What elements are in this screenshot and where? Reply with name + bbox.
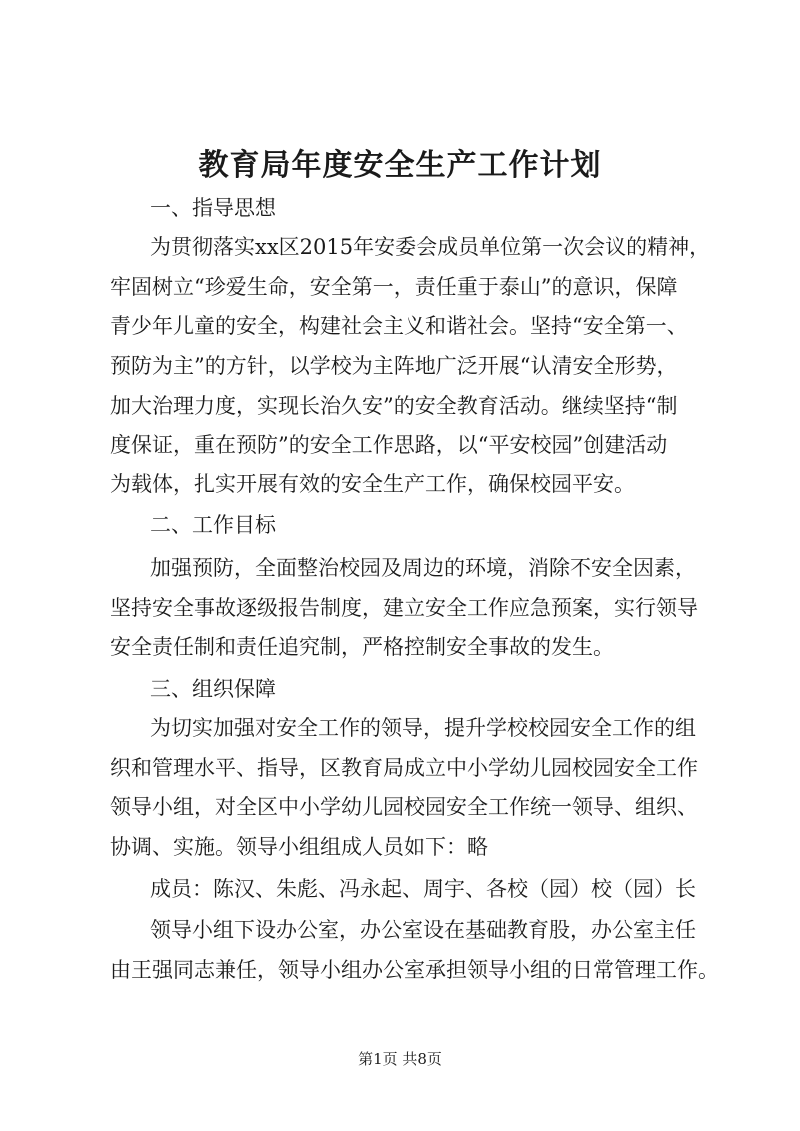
paragraph-line: 领导小组，对全区中小学幼儿园校园安全工作统一领导、组织、 — [110, 795, 698, 819]
section-heading-3: 三、组织保障 — [150, 677, 276, 701]
paragraph-line: 协调、实施。领导小组组成人员如下：略 — [110, 835, 488, 859]
section-heading-1: 一、指导思想 — [150, 196, 276, 220]
paragraph-line: 加强预防，全面整治校园及周边的环境，消除不安全因素， — [150, 556, 696, 580]
paragraph-line: 坚持安全事故逐级报告制度，建立安全工作应急预案，实行领导 — [110, 596, 698, 620]
paragraph-line: 织和管理水平、指导，区教育局成立中小学幼儿园校园安全工作 — [110, 756, 698, 780]
paragraph-line: 为载体，扎实开展有效的安全生产工作，确保校园平安。 — [110, 472, 635, 496]
paragraph-line: 青少年儿童的安全，构建社会主义和谐社会。坚持“安全第一、 — [110, 314, 688, 338]
paragraph-line: 安全责任制和责任追究制，严格控制安全事故的发生。 — [110, 635, 614, 659]
paragraph-line: 领导小组下设办公室，办公室设在基础教育股，办公室主任 — [150, 918, 696, 942]
paragraph-line: 由王强同志兼任，领导小组办公室承担领导小组的日常管理工作。 — [110, 958, 719, 982]
section-heading-2: 二、工作目标 — [150, 513, 276, 537]
paragraph-line: 为贯彻落实xx区2015年安委会成员单位第一次会议的精神， — [150, 235, 711, 259]
page-number-footer: 第1页 共8页 — [358, 1050, 442, 1068]
paragraph-line: 预防为主”的方针，以学校为主阵地广泛开展“认清安全形势， — [110, 354, 678, 378]
members-line: 成员：陈汉、朱彪、冯永起、周宇、各校（园）校（园）长 — [150, 877, 696, 901]
paragraph-line: 度保证，重在预防”的安全工作思路，以“平安校园”创建活动 — [110, 433, 668, 457]
paragraph-line: 为切实加强对安全工作的领导，提升学校校园安全工作的组 — [150, 716, 696, 740]
document-title: 教育局年度安全生产工作计划 — [198, 148, 602, 183]
paragraph-line: 牢固树立“珍爱生命，安全第一，责任重于泰山”的意识，保障 — [110, 275, 678, 299]
paragraph-line: 加大治理力度，实现长治久安”的安全教育活动。继续坚持“制 — [110, 394, 678, 418]
